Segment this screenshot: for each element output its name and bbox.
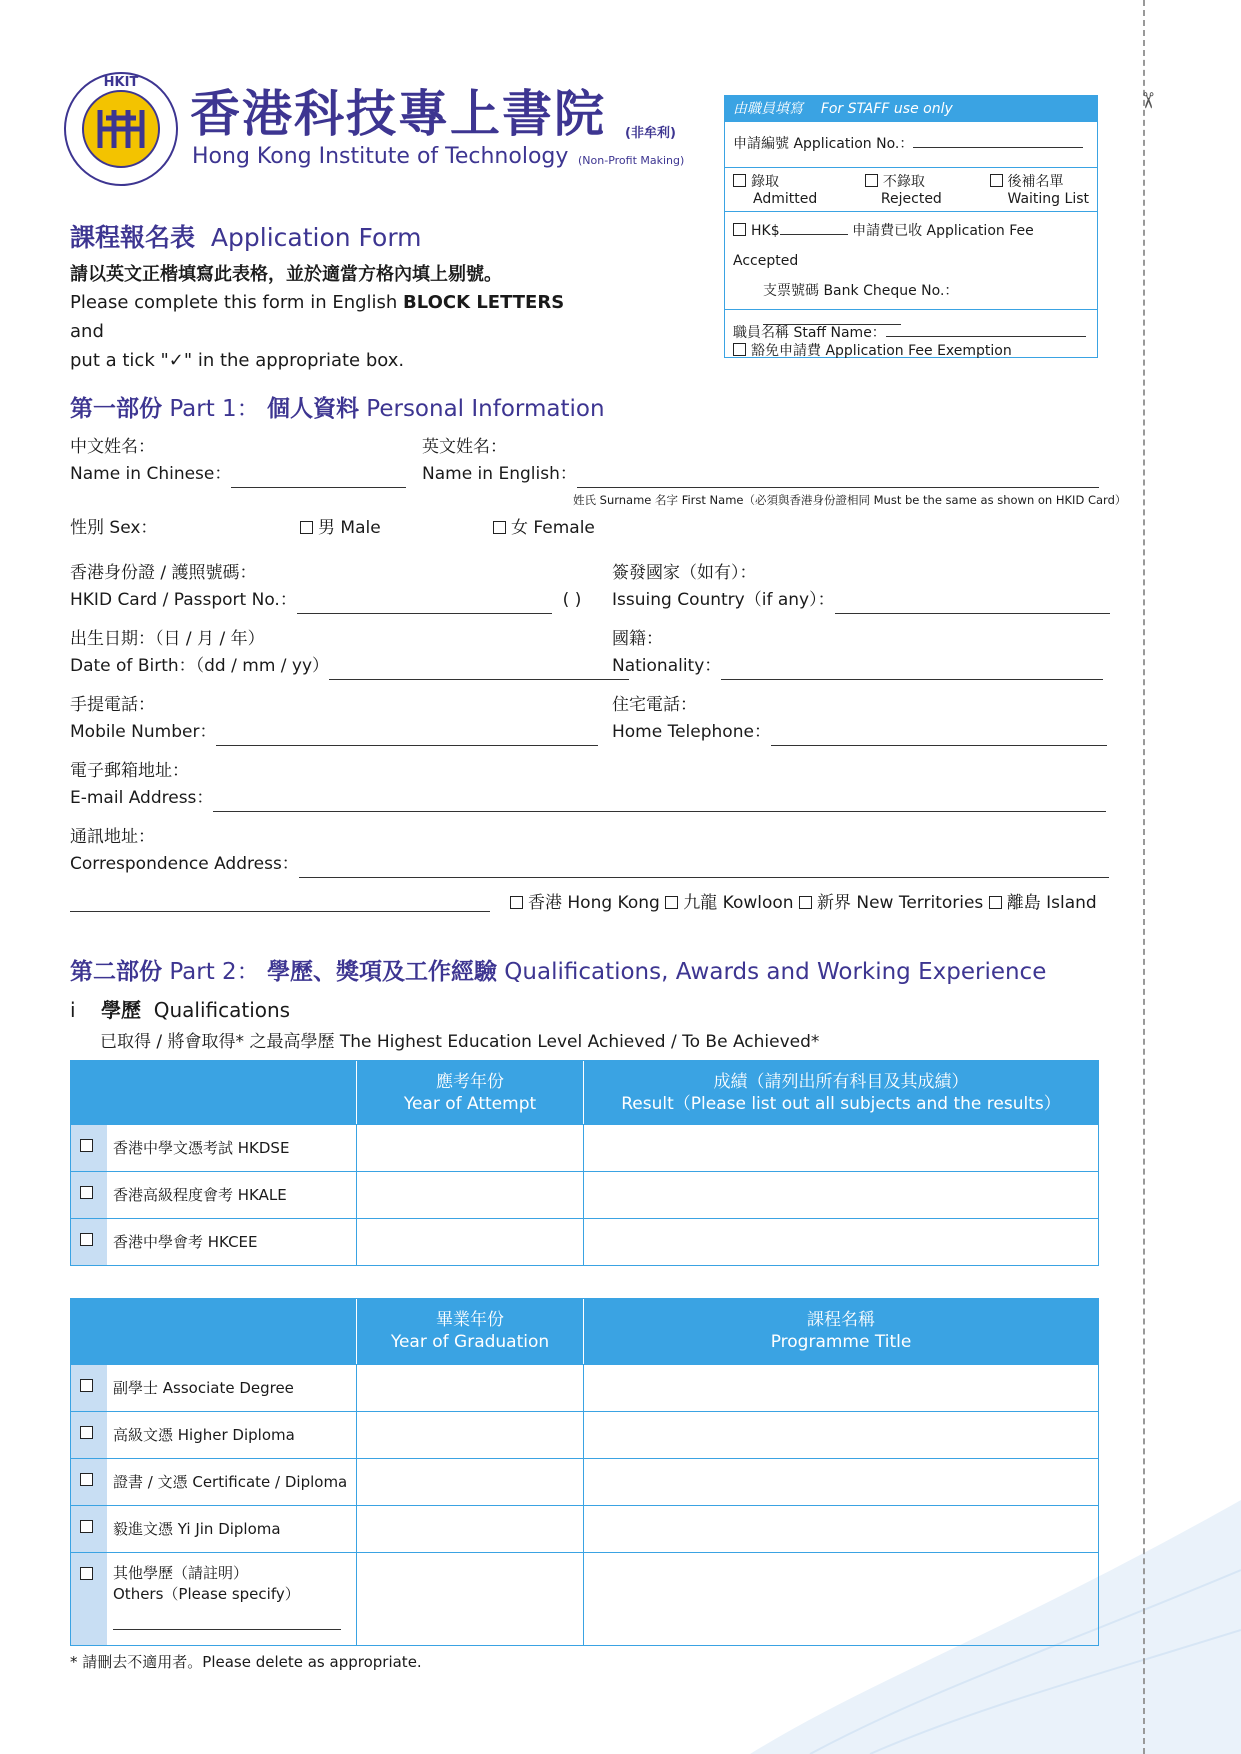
sub-num: i [70,998,76,1022]
district-island[interactable] [989,893,1097,913]
others-year-cell[interactable] [357,1553,584,1645]
staff-app-no-field[interactable] [913,133,1083,148]
part1-title-part: Part 1： [169,396,260,422]
footnote: * 請刪去不適用者。Please delete as appropriate. [70,1653,422,1671]
name-cn-label-cn: 中文姓名： [70,437,155,457]
female-checkbox[interactable] [493,521,506,534]
certificate-title-cell[interactable] [584,1459,1098,1505]
email-label-cn: 電子郵箱地址： [70,761,189,781]
email-field [70,758,1106,812]
logo-nonprofit-en: (Non-Profit Making) [578,154,685,167]
table-row [71,1124,1098,1171]
programme-title-cn: 課程名稱 [807,1310,875,1330]
result-cn: 成績（請列出所有科目及其成績） [713,1072,969,1092]
rejected-cn: 不錄取 [882,174,925,190]
result-header [584,1061,1098,1124]
certificate-label: 證書 / 文憑 Certificate / Diploma [113,1473,348,1491]
logo-name-en: Hong Kong Institute of Technology [192,144,569,169]
yi-jin-label: 毅進文憑 Yi Jin Diploma [113,1520,281,1538]
cheque-label: 支票號碼 Bank Cheque No.： [763,283,959,299]
hkdse-label: 香港中學文憑考試 HKDSE [113,1139,290,1157]
instruction-cn: 請以英文正楷填寫此表格，並於適當方格內填上剔號。 [70,264,502,285]
year-attempt-cn: 應考年份 [436,1072,504,1092]
admitted-cn: 錄取 [751,174,779,190]
associate-degree-checkbox[interactable] [80,1379,93,1392]
instruction-en-bold: BLOCK LETTERS [403,292,565,313]
part1-title-cn2: 個人資料 [266,396,359,422]
part2-title [70,953,1046,986]
table-row [71,1364,1098,1411]
others-label [107,1553,341,1645]
dob-label-cn: 出生日期：（日 / 月 / 年） [70,629,265,649]
part1-title-en: Personal Information [366,396,605,422]
female-label: 女 Female [511,518,595,538]
home-phone-field [612,692,1107,746]
rejected-option[interactable] [865,174,942,211]
name-hint: 姓氏 Surname 名字 First Name（必須與香港身份證相同 Must be the same as shown on HKID Card） [573,493,1127,507]
kln-checkbox[interactable] [665,896,678,909]
admitted-option[interactable] [733,174,817,211]
address-label-cn: 通訊地址： [70,827,155,847]
higher-diploma-checkbox[interactable] [80,1426,93,1439]
exam-qualifications-table [70,1060,1099,1266]
scissors-icon: ✂ [1134,91,1160,110]
higher-diploma-label: 高級文憑 Higher Diploma [113,1426,295,1444]
logo-name-cn: 香港科技專上書院 [190,85,606,143]
logo-nonprofit-cn: (非牟利) [625,126,676,141]
table2-header [71,1299,1098,1364]
part1-title [70,390,605,423]
year-of-attempt-header [357,1061,584,1124]
hkid-input[interactable] [297,595,552,614]
fee-amount-field[interactable] [780,220,848,235]
kln-label: 九龍 Kowloon [683,893,794,913]
staff-status-row [725,167,1097,211]
issuing-country-input[interactable] [835,595,1110,614]
part1-title-cn: 第一部份 [70,396,162,422]
higher-diploma-year-cell[interactable] [357,1412,584,1458]
table1-header [71,1061,1098,1124]
fee-prefix: HK$ [751,223,780,239]
name-cn-label-en: Name in Chinese： [70,464,232,484]
fee-accepted-checkbox[interactable] [733,223,746,236]
home-label-en: Home Telephone： [612,722,771,742]
district-hk[interactable] [510,893,660,913]
nt-checkbox[interactable] [799,896,812,909]
male-label: 男 Male [318,518,381,538]
programme-title-header [584,1299,1098,1364]
instruction-en-2: and [70,321,104,342]
email-input[interactable] [213,793,1106,812]
admitted-checkbox[interactable] [733,174,746,187]
part2-title-part: Part 2： [169,959,260,985]
hkcee-result-cell[interactable] [584,1219,1098,1265]
hkdse-year-cell[interactable] [357,1125,584,1171]
staff-use-box [724,95,1098,358]
table-row [71,1171,1098,1218]
hk-label: 香港 Hong Kong [528,893,660,913]
others-en: Others（Please specify） [113,1585,300,1603]
mobile-label-cn: 手提電話： [70,695,155,715]
year-attempt-en: Year of Attempt [403,1094,537,1114]
hkid-label-en: HKID Card / Passport No.： [70,590,297,610]
table-row [71,1505,1098,1552]
staff-name-field[interactable] [886,322,1086,337]
issuing-country-field [612,560,1110,614]
instruction-en-1: Please complete this form in English [70,292,404,313]
address-line-2[interactable] [70,893,490,912]
staff-app-no-row [725,122,1097,167]
hkid-field [70,560,581,614]
home-phone-input[interactable] [771,727,1107,746]
associate-degree-label: 副學士 Associate Degree [113,1379,294,1397]
hkid-label-cn: 香港身份證 / 護照號碼： [70,563,257,583]
nationality-label-cn: 國籍： [612,629,663,649]
staff-name-row [725,309,1097,357]
hkcee-label: 香港中學會考 HKCEE [113,1233,258,1251]
sub-cn: 學歷 [101,998,141,1022]
year-grad-en: Year of Graduation [390,1332,550,1352]
address-input[interactable] [299,859,1109,878]
email-label-en: E-mail Address： [70,788,214,808]
hkale-label: 香港高級程度會考 HKALE [113,1186,287,1204]
name-en-label-cn: 英文姓名： [422,437,507,457]
mobile-input[interactable] [216,727,598,746]
form-title-cn: 課程報名表 [70,223,196,252]
hkdse-checkbox[interactable] [80,1139,93,1152]
associate-year-cell[interactable] [357,1365,584,1411]
hkcee-checkbox[interactable] [80,1233,93,1246]
certificate-year-cell[interactable] [357,1459,584,1505]
hkid-check-digit[interactable]: ( ) [562,590,582,610]
admitted-en: Admitted [753,191,818,207]
table-row [71,1552,1098,1645]
hkale-checkbox[interactable] [80,1186,93,1199]
table-row [71,1218,1098,1265]
result-en: Result（Please list out all subjects and the results） [621,1094,1061,1114]
nationality-input[interactable] [721,661,1103,680]
staff-app-no-label: 申請編號 Application No.： [733,136,914,152]
hkit-logo-emblem [62,70,180,188]
staff-header-en: For STAFF use only [820,101,953,117]
nationality-field [612,626,1103,680]
cut-line [1143,0,1145,1754]
rejected-en: Rejected [880,191,942,207]
dob-input[interactable] [329,661,629,680]
male-option[interactable] [300,515,381,541]
table-row [71,1458,1098,1505]
year-of-graduation-header [357,1299,584,1364]
part2-title-cn: 第二部份 [70,959,162,985]
instruction-en [70,288,590,375]
staff-box-header [725,96,1097,122]
name-english-input[interactable] [577,469,1099,488]
certificate-checkbox[interactable] [80,1473,93,1486]
male-checkbox[interactable] [300,521,313,534]
programme-title-en: Programme Title [770,1332,912,1352]
dob-field [70,626,629,680]
island-checkbox[interactable] [989,896,1002,909]
others-title-cell[interactable] [584,1553,1098,1645]
others-specify-input[interactable] [113,1605,341,1630]
staff-name-label: 職員名稱 Staff Name： [733,325,886,341]
hkcee-year-cell[interactable] [357,1219,584,1265]
waiting-cn: 後補名單 [1007,174,1064,190]
nt-label: 新界 New Territories [816,893,984,913]
form-title-en: Application Form [210,223,422,252]
country-label-en: Issuing Country（if any）： [612,590,835,610]
name-english-field [422,434,1099,488]
district-options [510,890,1097,916]
waiting-option[interactable] [990,174,1089,211]
others-cn: 其他學歷（請註明） [113,1564,249,1582]
logo-ring-text: HKIT [103,75,139,90]
waiting-en: Waiting List [1007,191,1089,207]
others-checkbox[interactable] [80,1567,93,1580]
instruction-en-3: put a tick "✓" in the appropriate box. [70,350,405,371]
dob-label-en: Date of Birth：（dd / mm / yy） [70,656,330,676]
district-kln[interactable] [665,893,793,913]
form-title [70,218,422,254]
district-nt[interactable] [799,893,983,913]
staff-header-cn: 由職員填寫 [733,101,803,117]
mobile-label-en: Mobile Number： [70,722,217,742]
part2-title-en: Qualifications, Awards and Working Experience [504,959,1047,985]
rejected-checkbox[interactable] [865,174,878,187]
fee-accepted-label: 申請費已收 Application Fee Accepted [733,223,1034,269]
name-chinese-field [70,434,406,488]
associate-title-cell[interactable] [584,1365,1098,1411]
address-label-en: Correspondence Address： [70,854,299,874]
sub-en: Qualifications [153,998,291,1022]
highest-education-note: 已取得 / 將會取得* 之最高學歷 The Highest Education Level Achieved / To Be Achieved* [100,1032,820,1052]
qualifications-subtitle [70,994,290,1023]
country-label-cn: 簽發國家（如有）： [612,563,757,583]
island-label: 離島 Island [1006,893,1097,913]
hk-checkbox[interactable] [510,896,523,909]
table-row [71,1411,1098,1458]
yi-jin-title-cell[interactable] [584,1506,1098,1552]
year-grad-cn: 畢業年份 [436,1310,504,1330]
sex-label: 性別 Sex： [70,518,158,538]
mobile-field [70,692,598,746]
name-en-label-en: Name in English： [422,464,577,484]
hkale-result-cell[interactable] [584,1172,1098,1218]
yi-jin-checkbox[interactable] [80,1520,93,1533]
address-field [70,824,1109,878]
female-option[interactable] [493,515,595,541]
name-chinese-input[interactable] [231,469,406,488]
part2-title-cn2: 學歷、獎項及工作經驗 [266,959,497,985]
home-label-cn: 住宅電話： [612,695,697,715]
higher-diploma-title-cell[interactable] [584,1412,1098,1458]
hkale-year-cell[interactable] [357,1172,584,1218]
nationality-label-en: Nationality： [612,656,722,676]
fee-exempt-label: 豁免申請費 Application Fee Exemption [751,343,1012,359]
programme-qualifications-table [70,1298,1099,1646]
waiting-checkbox[interactable] [990,174,1003,187]
yi-jin-year-cell[interactable] [357,1506,584,1552]
hkdse-result-cell[interactable] [584,1125,1098,1171]
